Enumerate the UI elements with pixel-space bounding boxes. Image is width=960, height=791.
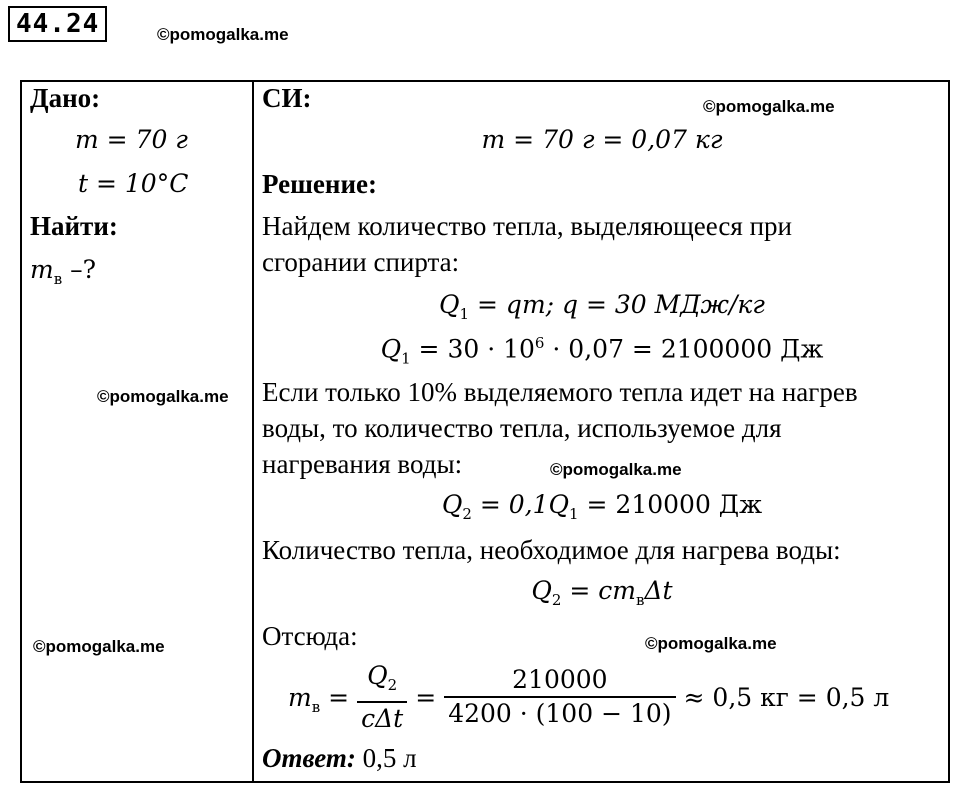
given-temperature: t = 10°С [78, 169, 189, 198]
equation-heat-formula: $Q_1$ = qm; q = 30 МДж/кг [439, 290, 765, 323]
equation-heat-value: $Q_1 = 30 \cdot 10^6 \cdot 0,07 = 2100000$ Дж [380, 334, 824, 368]
text-line: Найдем количество тепла, выделяющееся при [262, 211, 792, 241]
watermark: ©pomogalka.me [33, 637, 165, 656]
equation-water-mass: m $_в$ = $\frac{Q_2}{\text{cΔt}}$ = $\frac{210000}{4200 \cdot (100 - 10)}$ ≈ 0,5 кг = 0,5 л [288, 660, 890, 733]
find-heading: Найти: [30, 211, 118, 241]
given-heading: Дано: [30, 83, 101, 113]
given-mass: m = 70 г [75, 125, 188, 154]
text-line: Если только 10% выделяемого тепла идет на нагрев [262, 377, 858, 407]
fraction-numeric: $\frac{210000}{4200 \cdot (100 - 10)}$ [444, 664, 675, 730]
problem-number: 44.24 [8, 6, 107, 42]
watermark: ©pomogalka.me [97, 387, 229, 406]
solution-heading: Решение: [262, 169, 377, 199]
si-conversion: m = 70 г = 0,07 кг [481, 125, 723, 154]
text-line: Количество тепла, необходимое для нагрева воды: [262, 535, 841, 565]
si-heading: СИ: [262, 83, 312, 113]
equation-useful-heat: $Q_2 = 0,1Q_1 = 210000$ Дж [441, 490, 763, 523]
watermark: ©pomogalka.me [703, 97, 835, 116]
watermark: ©pomogalka.me [157, 25, 289, 44]
column-divider [252, 80, 254, 783]
watermark: ©pomogalka.me [550, 460, 682, 479]
text-line: воды, то количество тепла, используемое для [262, 413, 782, 443]
fraction-symbolic: $\frac{Q_2}{\text{cΔt}}$ [357, 660, 407, 735]
answer: Ответ: 0,5 л [262, 743, 417, 773]
watermark: ©pomogalka.me [645, 634, 777, 653]
find-item: $m_в$ –? [30, 255, 97, 288]
text-line: нагревания воды: [262, 449, 463, 479]
text-line: Отсюда: [262, 621, 358, 651]
equation-water-heat: $Q_2 = cm_в\Delta t$ [531, 576, 673, 609]
text-line: сгорании спирта: [262, 247, 460, 277]
